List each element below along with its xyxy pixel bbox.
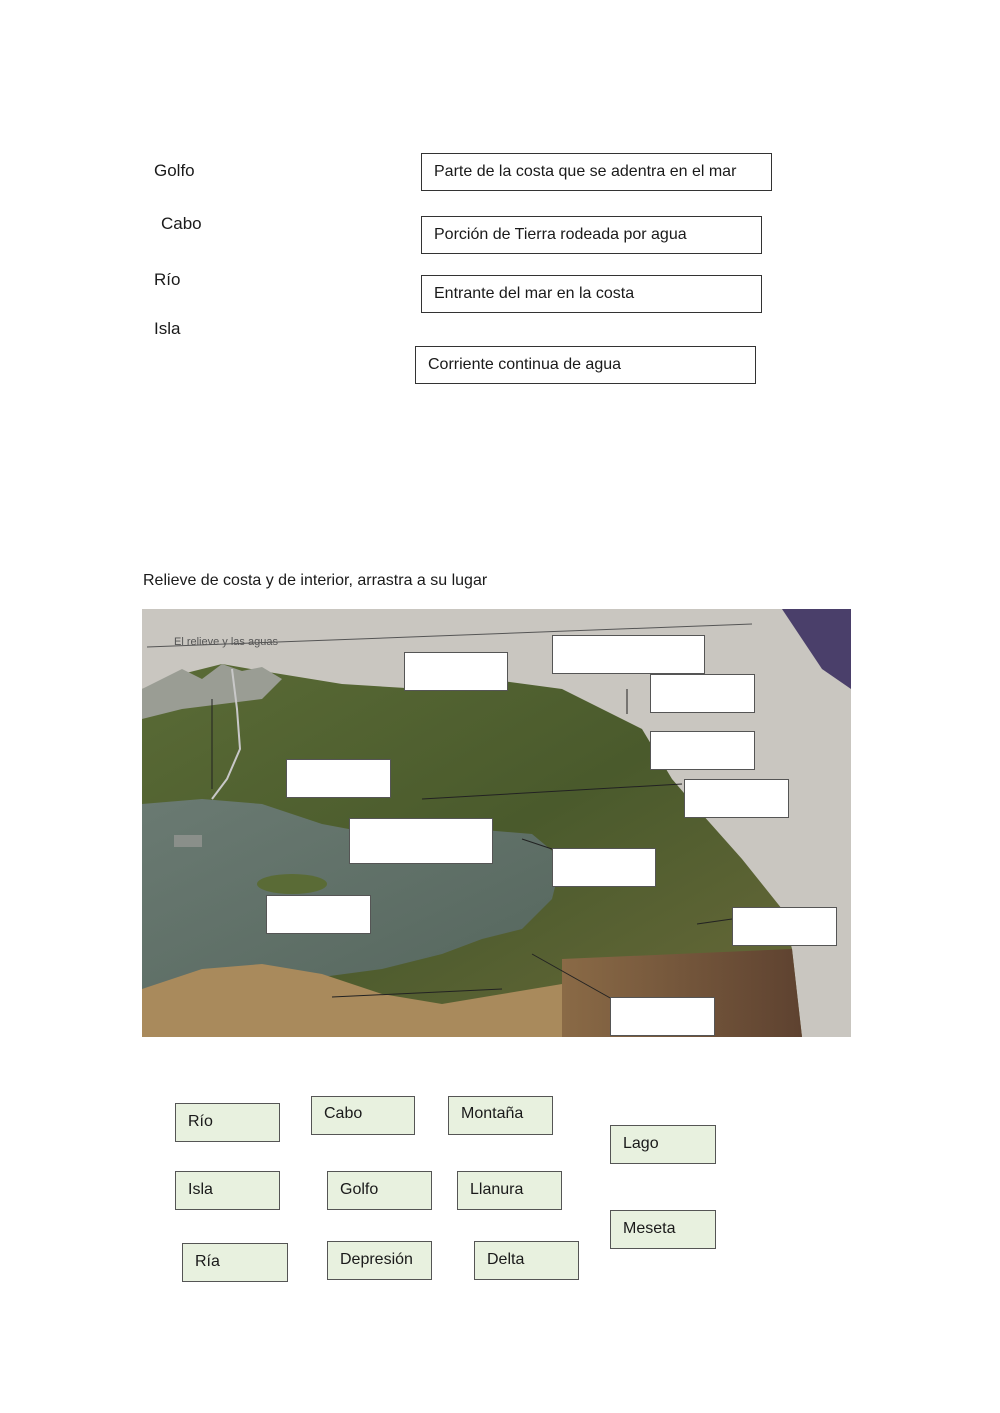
drop-zone[interactable] (552, 848, 656, 887)
term-cabo: Cabo (161, 214, 202, 233)
definition-box[interactable]: Entrante del mar en la costa (421, 275, 762, 313)
chip-golfo[interactable]: Golfo (327, 1171, 432, 1210)
definition-box[interactable]: Parte de la costa que se adentra en el mar (421, 153, 772, 191)
drop-zone[interactable] (404, 652, 508, 691)
chip-rio[interactable]: Río (175, 1103, 280, 1142)
drop-zone[interactable] (266, 895, 371, 934)
term-isla: Isla (154, 319, 181, 338)
term-golfo: Golfo (154, 161, 195, 180)
definition-box[interactable]: Porción de Tierra rodeada por agua (421, 216, 762, 254)
chip-llanura[interactable]: Llanura (457, 1171, 562, 1210)
chip-montana[interactable]: Montaña (448, 1096, 553, 1135)
drop-zone[interactable] (552, 635, 705, 674)
chip-ria[interactable]: Ría (182, 1243, 288, 1282)
map-header-text: El relieve y las aguas (174, 636, 278, 648)
term-rio: Río (154, 270, 181, 289)
chip-depresion[interactable]: Depresión (327, 1241, 432, 1280)
drop-zone[interactable] (610, 997, 715, 1036)
chip-isla[interactable]: Isla (175, 1171, 280, 1210)
relief-map (142, 609, 851, 1037)
chip-delta[interactable]: Delta (474, 1241, 579, 1280)
drop-zone[interactable] (286, 759, 391, 798)
definition-box[interactable]: Corriente continua de agua (415, 346, 756, 384)
chip-cabo[interactable]: Cabo (311, 1096, 415, 1135)
drop-zone[interactable] (650, 674, 755, 713)
drop-zone[interactable] (349, 818, 493, 864)
drop-zone[interactable] (732, 907, 837, 946)
drop-zone[interactable] (650, 731, 755, 770)
instruction-text: Relieve de costa y de interior, arrastra a su lugar (143, 572, 488, 589)
chip-lago[interactable]: Lago (610, 1125, 716, 1164)
drop-zone[interactable] (684, 779, 789, 818)
chip-meseta[interactable]: Meseta (610, 1210, 716, 1249)
